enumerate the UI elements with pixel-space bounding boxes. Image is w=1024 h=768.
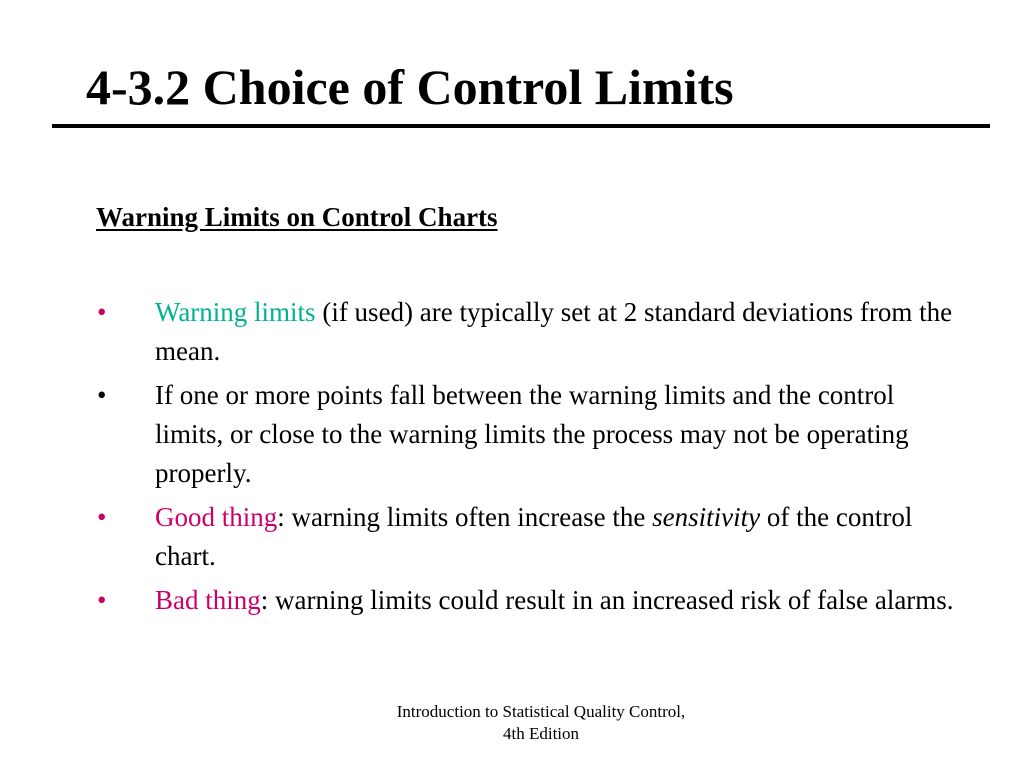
term-good-thing: Good thing [155, 502, 278, 532]
footer-line-1: Introduction to Statistical Quality Control, [396, 702, 686, 721]
term-warning-limits: Warning limits [155, 297, 316, 327]
bullet-text-before: : warning limits often increase the [277, 502, 653, 532]
footer-line-2: 4th Edition [502, 724, 580, 743]
bullet-warning-limits [0, 293, 955, 371]
bullet-good-thing [0, 498, 955, 576]
bullet-text: : warning limits could result in an increased risk of false alarms. [260, 585, 954, 615]
bullet-points-between-limits [0, 376, 955, 493]
term-bad-thing: Bad thing [155, 585, 261, 615]
bullet-text-after: of the control chart. [155, 502, 913, 571]
bullet-marker: • [97, 502, 107, 532]
bullet-marker: • [97, 297, 107, 327]
bullet-bad-thing [0, 581, 955, 620]
bullet-text: (if used) are typically set at 2 standard deviations from the mean. [155, 297, 953, 366]
slide-title: 4-3.2 Choice of Control Limits [86, 59, 734, 115]
bullet-list [0, 293, 1024, 625]
emphasis-sensitivity: sensitivity [652, 502, 761, 532]
title-divider [52, 124, 990, 128]
bullet-text: If one or more points fall between the warning limits and the control limits, or close to the warning limits the process may not be operating properly. [155, 380, 909, 488]
bullet-marker: • [97, 585, 107, 615]
slide-footer [341, 701, 741, 745]
bullet-marker: • [97, 380, 107, 410]
section-subheading: Warning Limits on Control Charts [96, 202, 498, 232]
